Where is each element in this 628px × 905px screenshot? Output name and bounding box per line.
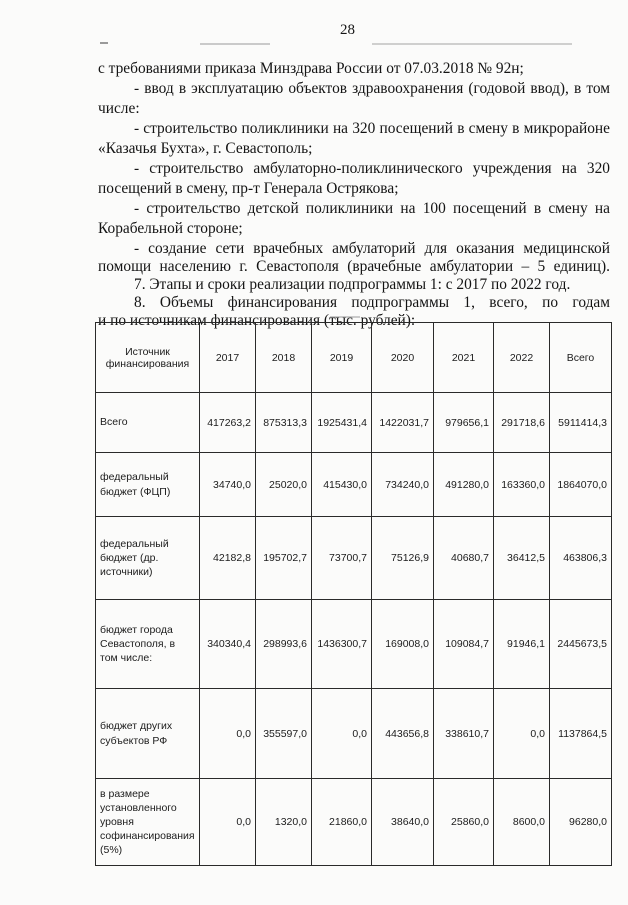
row-label: бюджет города Севастополя, в том числе: (96, 600, 200, 689)
table-cell: 1320,0 (256, 779, 312, 866)
table-cell: 0,0 (200, 689, 256, 779)
table-cell: 338610,7 (434, 689, 494, 779)
scan-noise (200, 43, 270, 45)
table-cell: 38640,0 (372, 779, 434, 866)
table-cell: 298993,6 (256, 600, 312, 689)
table-row (96, 517, 612, 600)
table-cell: 36412,5 (494, 517, 550, 600)
table-row (96, 779, 612, 866)
table-row (96, 600, 612, 689)
table-cell: 42182,8 (200, 517, 256, 600)
source-column-header: Источник финансирования (96, 323, 200, 393)
table-cell: 415430,0 (312, 453, 372, 517)
column-header: Всего (550, 323, 612, 393)
table-cell: 417263,2 (200, 393, 256, 453)
column-header: 2020 (372, 323, 434, 393)
paragraph-line: - строительство детской поликлиники на 100 посещений в смену на (134, 200, 610, 217)
table-row (96, 393, 612, 453)
table-cell: 96280,0 (550, 779, 612, 866)
row-label: федеральный бюджет (ФЦП) (96, 453, 200, 517)
financing-table (95, 322, 612, 866)
table-cell: 195702,7 (256, 517, 312, 600)
table-cell: 1422031,7 (372, 393, 434, 453)
row-label: в размере установленного уровня софинансирования (5%) (96, 779, 200, 866)
table-cell: 0,0 (200, 779, 256, 866)
paragraph-line: с требованиями приказа Минздрава России от 07.03.2018 № 92н; (98, 60, 524, 77)
table-header-row (96, 323, 612, 393)
row-label: Всего (96, 393, 200, 453)
table-cell: 1436300,7 (312, 600, 372, 689)
column-header: 2021 (434, 323, 494, 393)
table-cell: 91946,1 (494, 600, 550, 689)
paragraph-line: помощи населению г. Севастополя (врачебные амбулатории – 5 единиц). (98, 258, 610, 275)
paragraph-line: 8. Объемы финансирования подпрограммы 1, всего, по годам (134, 294, 610, 311)
table-cell: 73700,7 (312, 517, 372, 600)
table-cell: 25020,0 (256, 453, 312, 517)
scan-noise (100, 42, 108, 44)
column-header: 2019 (312, 323, 372, 393)
row-label: бюджет других субъектов РФ (96, 689, 200, 779)
table-cell: 109084,7 (434, 600, 494, 689)
scan-noise (372, 43, 572, 45)
page-number: 28 (340, 22, 355, 38)
paragraph-line: - создание сети врачебных амбулаторий для оказания медицинской (134, 240, 610, 257)
paragraph-line: - строительство амбулаторно-поликлинического учреждения на 320 (134, 160, 610, 177)
table-cell: 291718,6 (494, 393, 550, 453)
table-cell: 443656,8 (372, 689, 434, 779)
column-header: 2018 (256, 323, 312, 393)
paragraph-line: посещений в смену, пр-т Генерала Острякова; (98, 180, 399, 197)
table-cell: 1925431,4 (312, 393, 372, 453)
table-cell: 0,0 (494, 689, 550, 779)
table-cell: 491280,0 (434, 453, 494, 517)
table-cell: 21860,0 (312, 779, 372, 866)
paragraph-line: «Казачья Бухта», г. Севастополь; (98, 140, 313, 157)
table-cell: 979656,1 (434, 393, 494, 453)
table-cell: 1137864,5 (550, 689, 612, 779)
table-row (96, 453, 612, 517)
table-cell: 40680,7 (434, 517, 494, 600)
table-cell: 25860,0 (434, 779, 494, 866)
table-cell: 734240,0 (372, 453, 434, 517)
table-cell: 2445673,5 (550, 600, 612, 689)
column-header: 2017 (200, 323, 256, 393)
paragraph-line: - ввод в эксплуатацию объектов здравоохранения (годовой ввод), в том (134, 80, 610, 97)
column-header: 2022 (494, 323, 550, 393)
table-cell: 8600,0 (494, 779, 550, 866)
paragraph-line: и по источникам финансирования (тыс. рублей): (98, 312, 416, 329)
table-cell: 169008,0 (372, 600, 434, 689)
table-cell: 75126,9 (372, 517, 434, 600)
table-cell: 34740,0 (200, 453, 256, 517)
table-cell: 355597,0 (256, 689, 312, 779)
table-cell: 1864070,0 (550, 453, 612, 517)
paragraph-line: - строительство поликлиники на 320 посещений в смену в микрорайоне (134, 120, 610, 137)
row-label: федеральный бюджет (др. источники) (96, 517, 200, 600)
paragraph-line: 7. Этапы и сроки реализации подпрограммы 1: с 2017 по 2022 год. (134, 276, 571, 293)
table-cell: 340340,4 (200, 600, 256, 689)
table-cell: 875313,3 (256, 393, 312, 453)
table-cell: 163360,0 (494, 453, 550, 517)
table-cell: 5911414,3 (550, 393, 612, 453)
table-row (96, 689, 612, 779)
paragraph-line: Корабельной стороне; (98, 220, 243, 237)
table-cell: 463806,3 (550, 517, 612, 600)
paragraph-line: числе: (98, 100, 140, 117)
table-cell: 0,0 (312, 689, 372, 779)
